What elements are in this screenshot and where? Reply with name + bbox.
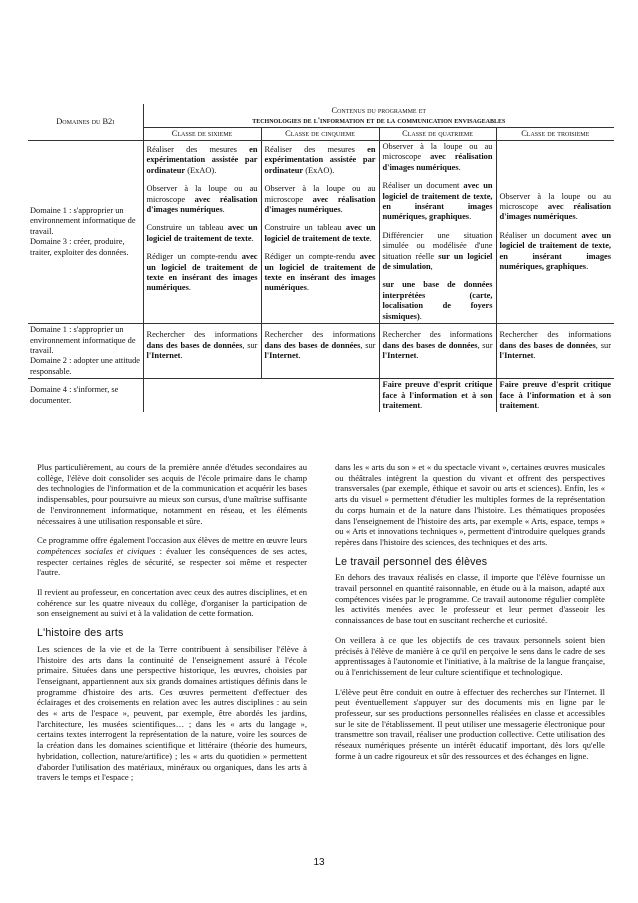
table-row bbox=[28, 141, 614, 324]
heading-histoire-des-arts: L'histoire des arts bbox=[37, 627, 124, 640]
program-table bbox=[28, 104, 614, 412]
cell-paragraph bbox=[147, 223, 258, 244]
bold-text: en expérimentation assistée par ordinateur bbox=[264, 145, 376, 175]
bold-text: sur un logiciel de simulation bbox=[382, 251, 493, 272]
paragraph: Il revient au professeur, en concertation avec ceux des autres disciplines, et en cohérence sur les quatre niveaux du collège, d'organiser la participation de son enseignement au suivi et à la validation de cette formation. bbox=[37, 587, 307, 619]
cell-paragraph bbox=[147, 184, 258, 215]
cell-cinquieme bbox=[261, 141, 379, 324]
left-column bbox=[37, 462, 307, 792]
domain-text: Domaine 2 : adopter une attitude responsable. bbox=[30, 356, 141, 376]
text: . bbox=[420, 400, 423, 410]
domain-text: Domaine 1 : s'approprier un environnement informatique de travail. bbox=[30, 206, 136, 236]
text: Construire un tableau bbox=[264, 223, 346, 233]
text: Différencier une situation simulée ou modélisée d'une situation réelle bbox=[382, 230, 493, 261]
text: . bbox=[458, 162, 461, 172]
bold-text: avec réalisation d'images numériques bbox=[382, 152, 493, 172]
header-contenus-line2: technologies de l'information et de la communication envisageables bbox=[252, 116, 506, 125]
cell-paragraph bbox=[383, 280, 493, 322]
paragraph: On veillera à ce que les objectifs de ces travaux personnels soient bien précisés à l'élève de manière à ce qu'il en perçoive le sens dans le cadre de ses apprentissages à l'autonomie et l'initiative, à la maîtrise de la langue française, ou à l'enrichissement de leur culture scientifique et technologique. bbox=[335, 634, 605, 677]
text: . bbox=[369, 233, 372, 243]
text: . bbox=[306, 283, 309, 293]
bold-text: avec un logiciel de traitement de texte, en insérant images numériques, graphiques bbox=[499, 230, 612, 272]
page-number: 13 bbox=[313, 857, 325, 868]
bold-text: l'Internet bbox=[499, 350, 534, 360]
text: . bbox=[469, 212, 472, 222]
text: . bbox=[537, 400, 540, 410]
body-columns bbox=[37, 462, 605, 792]
text: Construire un tableau bbox=[146, 223, 228, 233]
cell-paragraph bbox=[383, 380, 493, 411]
text: Rechercher des informations bbox=[382, 330, 493, 340]
paragraph: dans les « arts du son » et « du spectacle vivant », certaines œuvres musicales ou théâtrales intègrent la question du vivant et offrent des perspectives transversales (par exemple, éthique et savoir ou arts et sciences). Enfin, les « arts du visuel » permettent d'étudier les multiples formes de la représentation du corps humain et de la nature dans l'histoire. Les thématiques proposées dans l'enseignement de l'histoire des arts, par exemple « Arts, espace, temps » ou « Arts et innovations techniques », permettent d'introduire quelques grands repères dans l'histoire des sciences, des techniques et des arts. bbox=[335, 462, 605, 547]
text: , sur bbox=[360, 340, 376, 350]
bold-text: avec un logiciel de traitement de texte bbox=[264, 223, 376, 243]
cell-paragraph bbox=[500, 192, 612, 223]
text: , sur bbox=[477, 340, 493, 350]
text: . bbox=[222, 205, 225, 215]
bold-text: sur une base de données interprétées (carte, localisation de foyers sismiques) bbox=[382, 280, 493, 321]
paragraph: En dehors des travaux réalisés en classe, il importe que l'élève fournisse un travail personnel en quantité raisonnable, en étude ou à la maison, adapté aux compétences visées par le programme. Ce travail autonome régulier complète les activités menées avec le professeur et leur permet d'asseoir les connaissances de base tout en suscitant recherche et curiosité. bbox=[335, 572, 605, 626]
bold-text: dans des bases de données bbox=[382, 340, 478, 350]
text: Rechercher des informations bbox=[499, 330, 612, 340]
table-row bbox=[28, 324, 614, 379]
heading-travail-personnel: Le travail personnel des élèves bbox=[335, 555, 488, 568]
cell-esprit-critique bbox=[379, 379, 496, 413]
paragraph: L'élève peut être conduit en outre à effectuer des recherches sur l'Internet. Il peut éventuellement s'appuyer sur des documents mis en ligne par le professeur, sur ses productions personnelles réalisées en classe et accessibles sur le site de l'établissement. Il peut utiliser une messagerie électronique pour transmettre son travail, réaliser une production collective. Cette utilisation des réseaux numériques présente un intérêt éducatif important, dès lors qu'elle forme à un cadre rigoureux et sûr des ressources et des échanges en ligne. bbox=[335, 686, 605, 761]
header-classe-sixieme: Classe de sixieme bbox=[143, 128, 261, 141]
text: . bbox=[586, 262, 589, 272]
cell-paragraph bbox=[383, 231, 493, 273]
bold-text: dans des bases de données bbox=[146, 340, 243, 350]
text: . bbox=[419, 311, 422, 321]
header-classe-quatrieme: Classe de quatrieme bbox=[379, 128, 496, 141]
text: . bbox=[251, 233, 254, 243]
cell-paragraph bbox=[265, 145, 376, 176]
text: Observer à la loupe ou au microscope bbox=[264, 184, 376, 204]
text: Réaliser un document bbox=[499, 230, 582, 240]
header-contenus-line1: Contenus du programme et bbox=[331, 106, 427, 115]
cell-paragraph bbox=[265, 184, 376, 215]
text: Réaliser des mesures bbox=[146, 145, 250, 154]
paragraph: Les sciences de la vie et de la Terre contribuent à sensibiliser l'élève à l'histoire des arts dans la continuité de l'enseignement assuré à l'école primaire. Situées dans une perspective historique, les œuvres, choisies par l'enseignant, appartiennent aux six grands domaines artistiques définis dans le programme d'histoire des arts. Ces œuvres permettent d'effectuer des éclairages et des croisements en relation avec les autres disciplines : au sein des « arts de l'espace », peuvent, par exemple, être abordés les jardins, l'architecture, les musées scientifiques… ; dans les « arts du langage », certains textes interrogent la représentation de la nature, voire les sources de la création dans les domaines scientifique et littéraire (théorie des humeurs, hybridation, collection, nature/artifice) ; les « arts du quotidien » permettent d'aborder l'utilisation des matériaux, minéraux ou organiques, dans les arts à travers le temps et l'espace ; bbox=[37, 643, 307, 783]
text: . bbox=[416, 350, 419, 360]
bold-text: avec un logiciel de traitement de texte bbox=[146, 223, 258, 243]
text: , sur bbox=[595, 340, 612, 350]
cell-paragraph bbox=[383, 181, 493, 223]
table-row bbox=[28, 379, 614, 413]
bold-text: Faire preuve d'esprit critique face à l'information et à son traitement bbox=[499, 380, 612, 410]
bold-text: avec un logiciel de traitement de texte en insérant des images numériques bbox=[146, 252, 258, 293]
cell-paragraph bbox=[383, 330, 493, 361]
bold-text: avec réalisation d'images numériques bbox=[264, 194, 376, 215]
domain-cell bbox=[28, 379, 143, 413]
domain-text: Domaine 3 : créer, produire, traiter, exploiter des données. bbox=[30, 237, 129, 257]
header-domaines: Domaines du B2i bbox=[28, 104, 143, 141]
bold-text: en expérimentation assistée par ordinateur bbox=[146, 145, 258, 175]
text: . bbox=[533, 350, 536, 360]
cell-troisieme bbox=[496, 141, 614, 324]
text: (ExAO). bbox=[185, 165, 217, 175]
text: . bbox=[188, 283, 191, 293]
domain-cell bbox=[28, 141, 143, 324]
bold-text: dans des bases de données bbox=[499, 340, 596, 350]
domain-text: Domaine 1 : s'approprier un environnement informatique de travail. bbox=[30, 325, 136, 355]
cell-paragraph bbox=[265, 223, 376, 244]
bold-text: avec réalisation d'images numériques bbox=[146, 194, 258, 215]
text: . bbox=[340, 205, 343, 215]
cell-recherche bbox=[496, 324, 614, 379]
text: Rechercher des informations bbox=[264, 330, 376, 340]
cell-paragraph bbox=[383, 142, 493, 173]
cell-paragraph bbox=[147, 145, 258, 176]
paragraph: Ce programme offre également l'occasion aux élèves de mettre en œuvre leurs compétences sociales et civiques : évaluer les conséquences de ses actes, respecter certaines règles de sécurité, se respecter soi même et respecter l'autre. bbox=[37, 535, 307, 578]
text: , bbox=[430, 262, 433, 272]
text: Rechercher des informations bbox=[146, 330, 258, 340]
table-header-row bbox=[28, 104, 614, 128]
text: Réaliser un document bbox=[382, 181, 464, 191]
cell-paragraph bbox=[265, 330, 376, 361]
text: Rédiger un compte-rendu bbox=[264, 252, 360, 262]
text: Rédiger un compte-rendu bbox=[146, 252, 242, 262]
header-contenus bbox=[143, 104, 614, 128]
paragraph: Plus particulièrement, au cours de la première année d'études secondaires au collège, l'élève doit consolider ses acquis de l'école primaire dans le champ des technologies de l'information et de la communication et acquérir les bases indispensables, pour poursuivre au mieux son cursus, d'une maîtrise suffisante de l'environnement informatique, notamment en réseau, et les éléments nécessaires à une utilisation responsable et sûre. bbox=[37, 462, 307, 526]
header-classe-troisieme: Classe de troisieme bbox=[496, 128, 614, 141]
bold-text: avec un logiciel de traitement de texte en insérant des images numériques bbox=[264, 252, 376, 293]
cell-paragraph bbox=[147, 252, 258, 294]
text: Observer à la loupe ou au microscope bbox=[146, 184, 258, 204]
program-table-wrapper bbox=[28, 104, 614, 412]
cell-paragraph bbox=[500, 231, 612, 273]
cell-esprit-critique bbox=[496, 379, 614, 413]
text: Observer à la loupe ou au microscope bbox=[382, 142, 493, 162]
bold-text: l'Internet bbox=[264, 350, 299, 360]
text: Observer à la loupe ou au microscope bbox=[499, 191, 612, 212]
domain-cell bbox=[28, 324, 143, 379]
cell-paragraph bbox=[265, 252, 376, 294]
bold-text: dans des bases de données bbox=[264, 340, 361, 350]
bold-text: l'Internet bbox=[382, 350, 417, 360]
cell-recherche bbox=[261, 324, 379, 379]
cell-paragraph bbox=[500, 330, 612, 361]
bold-text: avec réalisation d'images numériques bbox=[499, 202, 612, 222]
cell-paragraph bbox=[500, 380, 612, 411]
text: , sur bbox=[242, 340, 258, 350]
cell-quatrieme bbox=[379, 141, 496, 324]
cell-empty bbox=[143, 379, 379, 413]
cell-sixieme bbox=[143, 141, 261, 324]
domain-text: Domaine 4 : s'informer, se documenter. bbox=[30, 385, 119, 405]
text: Réaliser des mesures bbox=[264, 145, 368, 154]
bold-text: l'Internet bbox=[146, 350, 181, 360]
right-column bbox=[335, 462, 605, 792]
header-classe-cinquieme: Classe de cinquieme bbox=[261, 128, 379, 141]
text: . bbox=[180, 350, 183, 360]
text: (ExAO). bbox=[303, 165, 335, 175]
text: . bbox=[298, 350, 301, 360]
text: . bbox=[575, 212, 578, 222]
bold-text: avec un logiciel de traitement de texte, en insérant images numériques, graphiques bbox=[382, 181, 493, 222]
cell-paragraph bbox=[147, 330, 258, 361]
bold-text: Faire preuve d'esprit critique face à l'information et à son traitement bbox=[382, 380, 493, 410]
cell-recherche bbox=[379, 324, 496, 379]
cell-recherche bbox=[143, 324, 261, 379]
